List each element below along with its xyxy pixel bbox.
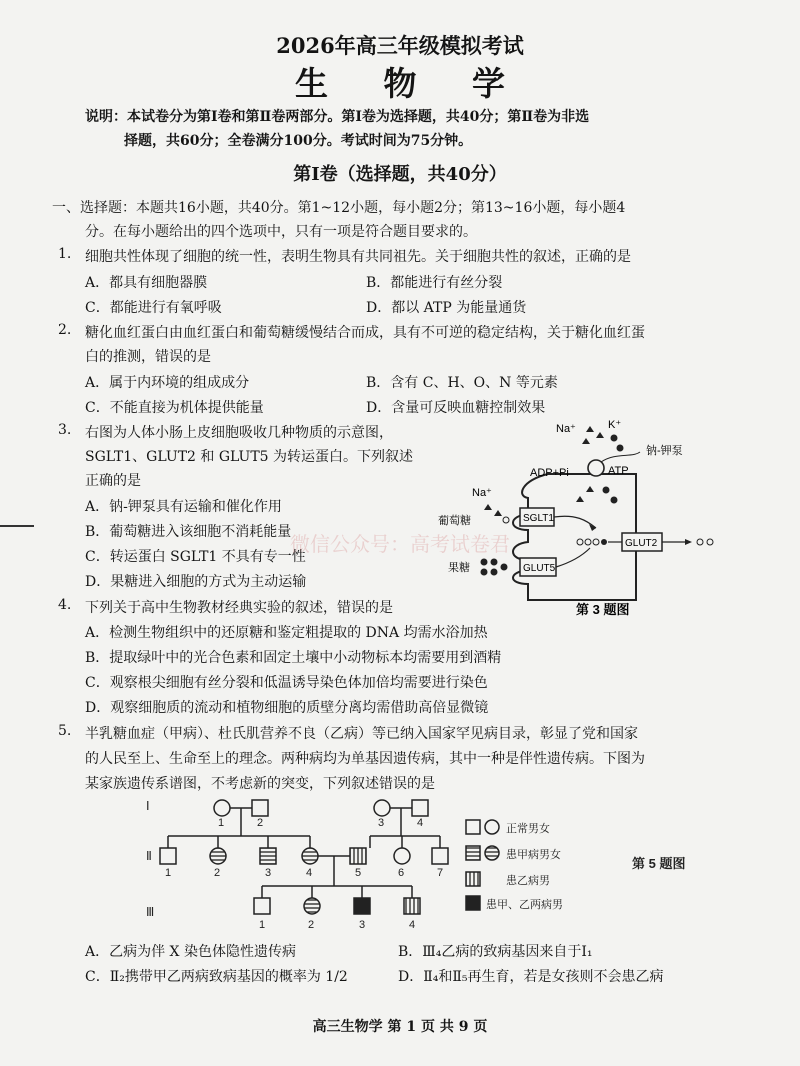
- q2-number: 2.: [58, 322, 72, 338]
- legend-normal-label: 正常男女: [506, 823, 550, 835]
- q4-option-b: B．提取绿叶中的光合色素和固定土壤中小动物标本均需要用到酒精: [85, 650, 502, 666]
- q3-label-adp: ADP+Pi: [530, 467, 569, 479]
- label-i3: 3: [378, 817, 385, 829]
- q5-figure-caption: 第 5 题图: [632, 856, 686, 871]
- q5-option-c: C．Ⅱ₂携带甲乙两病致病基因的概率为 1/2: [85, 969, 348, 985]
- person-i4: [412, 800, 428, 816]
- q4-stem: 下列关于高中生物教材经典实验的叙述，错误的是: [85, 600, 393, 616]
- label-iii4: 4: [409, 919, 416, 931]
- label-ii2: 2: [214, 867, 221, 879]
- legend-jia-male: [466, 846, 480, 860]
- q3-option-d: D．果糖进入细胞的方式为主动运输: [85, 574, 307, 590]
- legend-jia-label: 患甲病男女: [506, 849, 561, 861]
- person-iii1: [254, 898, 270, 914]
- legend-both-male: [466, 896, 480, 910]
- q3-label-atp: ATP: [608, 465, 629, 477]
- legend-normal-female: [485, 820, 499, 834]
- subject-title: 生 物 学: [295, 64, 527, 103]
- q3-figure-caption: 第 3 题图: [576, 602, 630, 617]
- q3-label-pump: 钠-钾泵: [646, 445, 683, 457]
- cell-membrane: [513, 474, 636, 600]
- instructions-line-2: 择题，共60分；全卷满分100分。考试时间为75分钟。: [124, 133, 473, 149]
- q3-cell-diagram: [436, 412, 726, 622]
- q3-stem-2: SGLT1、GLUT2 和 GLUT5 为转运蛋白。下列叙述: [85, 449, 414, 465]
- label-ii1: 1: [165, 867, 172, 879]
- q3-label-sglt1: SGLT1: [523, 513, 554, 524]
- person-ii3: [260, 848, 276, 864]
- q4-option-c: C．观察根尖细胞有丝分裂和低温诱导染色体加倍均需要进行染色: [85, 675, 488, 691]
- label-ii5: 5: [355, 867, 362, 879]
- person-iii3: [354, 898, 370, 914]
- label-ii6: 6: [398, 867, 405, 879]
- q3-label-fructose: 果糖: [448, 562, 470, 574]
- q3-number: 3.: [58, 422, 72, 438]
- person-iii2: [304, 898, 320, 914]
- label-i4: 4: [417, 817, 424, 829]
- q4-number: 4.: [58, 597, 72, 613]
- instructions-line-1: 说明：本试卷分为第Ⅰ卷和第Ⅱ卷两部分。第Ⅰ卷为选择题，共40分；第Ⅱ卷为非选: [85, 109, 590, 125]
- page-footer: 高三生物学 第 1 页 共 9 页: [312, 1019, 488, 1035]
- q5-option-a: A．乙病为伴 X 染色体隐性遗传病: [85, 944, 296, 960]
- q5-stem-3: 某家族遗传系谱图，不考虑新的突变，下列叙述错误的是: [85, 776, 435, 792]
- q3-stem-3: 正确的是: [85, 473, 141, 489]
- legend-normal-male: [466, 820, 480, 834]
- person-ii1: [160, 848, 176, 864]
- gen-label-1: Ⅰ: [146, 799, 150, 813]
- q2-stem-1: 糖化血红蛋白由血红蛋白和葡萄糖缓慢结合而成，具有不可逆的稳定结构，关于糖化血红蛋: [85, 325, 645, 341]
- margin-mark: [0, 525, 34, 527]
- q2-stem-2: 白的推测，错误的是: [85, 349, 211, 365]
- q5-option-d: D．Ⅱ₄和Ⅱ₅再生育，若是女孩则不会患乙病: [398, 969, 664, 985]
- legend-yi-male: [466, 872, 480, 886]
- q2-option-d: D．含量可反映血糖控制效果: [366, 400, 546, 416]
- q1-stem: 细胞共性体现了细胞的统一性，表明生物具有共同祖先。关于细胞共性的叙述，正确的是: [85, 249, 631, 265]
- q2-option-b: B．含有 C、H、O、N 等元素: [366, 375, 558, 391]
- person-ii6: [394, 848, 410, 864]
- legend-yi-label: 患乙病男: [506, 875, 550, 887]
- label-i2: 2: [257, 817, 264, 829]
- q3-stem-1: 右图为人体小肠上皮细胞吸收几种物质的示意图，: [85, 425, 393, 441]
- label-ii7: 7: [437, 867, 444, 879]
- q5-number: 5.: [58, 723, 72, 739]
- label-iii3: 3: [359, 919, 366, 931]
- gen-label-2: Ⅱ: [146, 849, 152, 863]
- q3-label-glut2: GLUT2: [625, 538, 658, 549]
- person-ii2: [210, 848, 226, 864]
- q3-label-glut5: GLUT5: [523, 563, 556, 574]
- person-i3: [374, 800, 390, 816]
- q4-option-d: D．观察细胞质的流动和植物细胞的质壁分离均需借助高倍显微镜: [85, 700, 489, 716]
- person-i1: [214, 800, 230, 816]
- q5-pedigree: [140, 794, 740, 934]
- person-i2: [252, 800, 268, 816]
- label-iii2: 2: [308, 919, 315, 931]
- label-ii4: 4: [306, 867, 313, 879]
- label-i1: 1: [218, 817, 225, 829]
- person-iii4: [404, 898, 420, 914]
- q1-option-a: A．都具有细胞器膜: [85, 275, 208, 291]
- part1-line-2: 分。在每小题给出的四个选项中，只有一项是符合题目要求的。: [85, 224, 477, 240]
- q1-option-d: D．都以 ATP 为能量通货: [366, 300, 527, 316]
- person-ii7: [432, 848, 448, 864]
- person-ii4: [302, 848, 318, 864]
- q3-label-glucose: 葡萄糖: [438, 515, 471, 527]
- q1-option-c: C．都能进行有氧呼吸: [85, 300, 222, 316]
- q3-label-na-top: Na⁺: [556, 423, 576, 435]
- q3-label-k: K⁺: [608, 419, 622, 431]
- q3-option-a: A．钠-钾泵具有运输和催化作用: [85, 499, 282, 515]
- q1-option-b: B．都能进行有丝分裂: [366, 275, 503, 291]
- q5-stem-2: 的人民至上、生命至上的理念。两种病均为单基因遗传病，其中一种是伴性遗传病。下图为: [85, 751, 645, 767]
- q2-option-c: C．不能直接为机体提供能量: [85, 400, 264, 416]
- q4-option-a: A．检测生物组织中的还原糖和鉴定粗提取的 DNA 均需水浴加热: [85, 625, 488, 641]
- watermark: 微信公众号：高考试卷君: [290, 532, 510, 556]
- q3-option-b: B．葡萄糖进入该细胞不消耗能量: [85, 524, 292, 540]
- pump-icon: [588, 460, 604, 476]
- q1-number: 1.: [58, 246, 72, 262]
- q5-stem-1: 半乳糖血症（甲病）、杜氏肌营养不良（乙病）等已纳入国家罕见病目录，彰显了党和国家: [85, 726, 638, 742]
- label-iii1: 1: [259, 919, 266, 931]
- q3-option-c: C．转运蛋白 SGLT1 不具有专一性: [85, 549, 306, 565]
- q3-label-na-left: Na⁺: [472, 487, 492, 499]
- q5-option-b: B．Ⅲ₄乙病的致病基因来自于Ⅰ₁: [398, 944, 593, 960]
- q2-option-a: A．属于内环境的组成成分: [85, 375, 250, 391]
- gen-label-3: Ⅲ: [146, 905, 155, 919]
- legend-both-label: 患甲、乙两病男: [486, 899, 563, 911]
- part1-line-1: 一、选择题：本题共16小题，共40分。第1~12小题，每小题2分；第13~16小题，每小题4: [52, 200, 626, 216]
- section-title: 第Ⅰ卷（选择题，共40分）: [293, 164, 507, 185]
- exam-title: 2026年高三年级模拟考试: [276, 33, 524, 58]
- person-ii5: [350, 848, 366, 864]
- legend-jia-female: [485, 846, 499, 860]
- label-ii3: 3: [265, 867, 272, 879]
